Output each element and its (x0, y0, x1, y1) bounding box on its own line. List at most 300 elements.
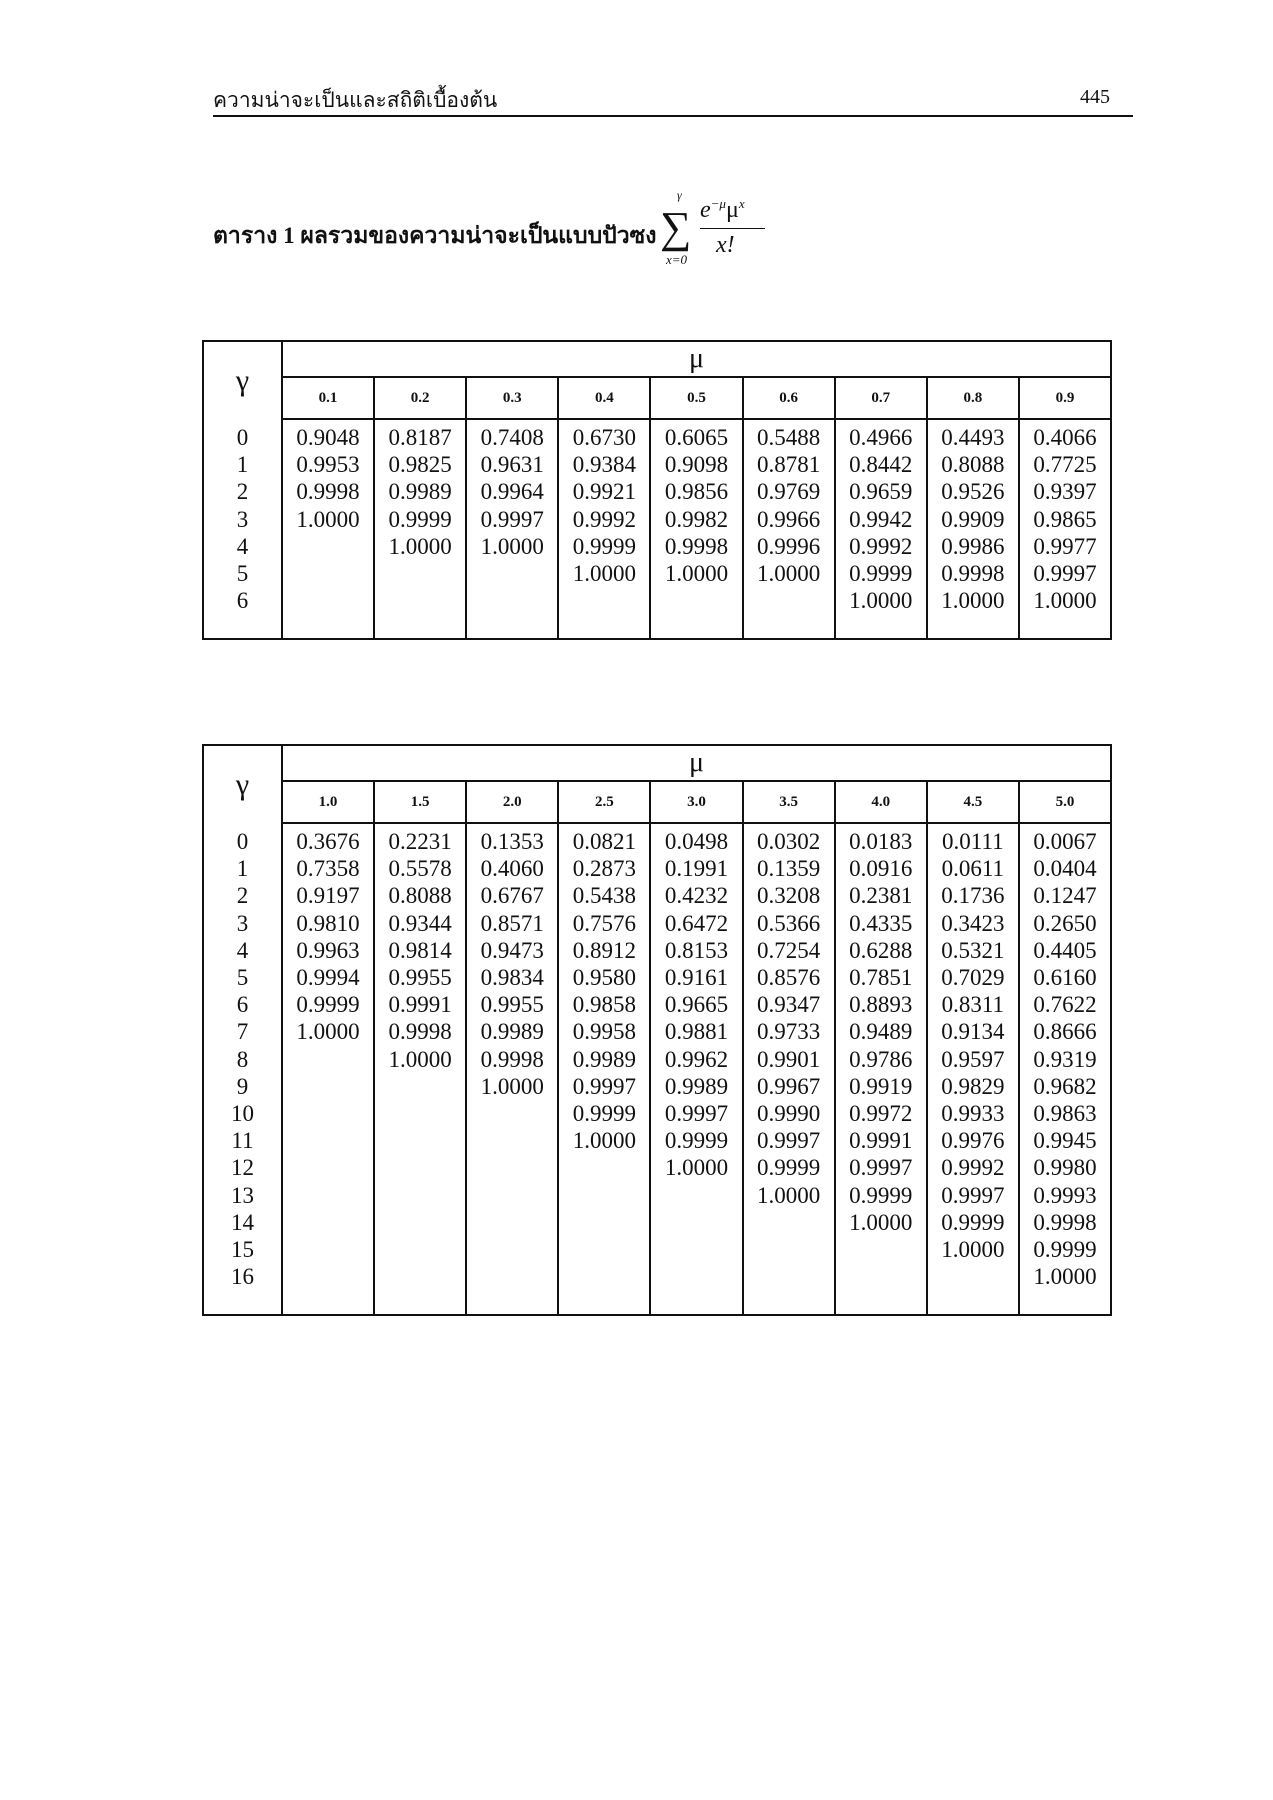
gamma-cell: 6 (203, 587, 282, 614)
table-row (203, 1046, 1111, 1073)
probability-cell: 0.9998 (282, 478, 374, 505)
table-row (203, 1236, 1111, 1263)
probability-cell: 0.7254 (743, 937, 835, 964)
gamma-cell: 15 (203, 1236, 282, 1263)
probability-cell: 0.5488 (743, 419, 835, 451)
probability-cell: 0.9580 (558, 964, 650, 991)
column-group-header-mu: μ (282, 745, 1111, 781)
gamma-cell: 9 (203, 1073, 282, 1100)
probability-cell: 1.0000 (466, 533, 558, 560)
probability-cell: 0.9962 (650, 1046, 742, 1073)
probability-cell: 1.0000 (743, 1182, 835, 1209)
probability-cell: 0.9989 (466, 1018, 558, 1045)
poisson-table-1 (202, 340, 1112, 640)
column-header-mu: 3.0 (650, 781, 742, 823)
probability-cell (374, 1100, 466, 1127)
probability-cell: 0.9997 (466, 506, 558, 533)
empty-cell (927, 614, 1019, 639)
probability-cell (558, 1182, 650, 1209)
probability-cell: 0.9134 (927, 1018, 1019, 1045)
probability-cell (650, 1263, 742, 1290)
column-header-mu: 0.2 (374, 377, 466, 419)
probability-cell (282, 533, 374, 560)
probability-cell: 0.1359 (743, 855, 835, 882)
probability-cell (650, 1236, 742, 1263)
probability-cell: 0.1353 (466, 823, 558, 855)
probability-cell: 1.0000 (927, 1236, 1019, 1263)
column-header-mu: 0.4 (558, 377, 650, 419)
probability-cell: 0.9999 (558, 1100, 650, 1127)
probability-cell: 0.7408 (466, 419, 558, 451)
formula-denominator: x! (716, 232, 735, 258)
probability-cell (466, 587, 558, 614)
probability-cell (282, 1236, 374, 1263)
probability-cell: 0.8666 (1019, 1018, 1111, 1045)
mu-exponent: x (738, 196, 745, 211)
probability-cell: 0.9997 (650, 1100, 742, 1127)
probability-cell: 0.6767 (466, 882, 558, 909)
probability-cell (743, 1236, 835, 1263)
probability-cell: 0.9881 (650, 1018, 742, 1045)
probability-cell: 0.0404 (1019, 855, 1111, 882)
gamma-cell: 4 (203, 937, 282, 964)
probability-cell (374, 1263, 466, 1290)
probability-cell: 0.9992 (927, 1154, 1019, 1181)
running-header-title: ความน่าจะเป็นและสถิติเบื้องต้น (213, 88, 498, 112)
probability-cell: 0.9998 (650, 533, 742, 560)
probability-cell: 0.1247 (1019, 882, 1111, 909)
probability-cell: 0.0916 (835, 855, 927, 882)
probability-cell: 0.9990 (743, 1100, 835, 1127)
probability-cell: 0.7029 (927, 964, 1019, 991)
empty-cell (650, 614, 742, 639)
probability-cell (466, 1263, 558, 1290)
probability-cell: 0.9955 (466, 991, 558, 1018)
probability-cell: 0.9942 (835, 506, 927, 533)
probability-cell: 0.9933 (927, 1100, 1019, 1127)
probability-cell (743, 587, 835, 614)
column-header-mu: 1.5 (374, 781, 466, 823)
table-row (203, 560, 1111, 587)
empty-cell (466, 614, 558, 639)
table-padding-row (203, 614, 1111, 639)
probability-cell (374, 587, 466, 614)
table-row (203, 1018, 1111, 1045)
gamma-cell: 2 (203, 478, 282, 505)
table-row (203, 1127, 1111, 1154)
probability-cell: 0.9989 (374, 478, 466, 505)
probability-cell: 0.9989 (558, 1046, 650, 1073)
table-row (203, 855, 1111, 882)
empty-cell (558, 1290, 650, 1315)
probability-cell: 1.0000 (558, 560, 650, 587)
table-row (203, 1182, 1111, 1209)
probability-cell: 0.4060 (466, 855, 558, 882)
probability-cell: 0.9977 (1019, 533, 1111, 560)
probability-cell: 0.0302 (743, 823, 835, 855)
probability-cell: 0.9863 (1019, 1100, 1111, 1127)
probability-cell: 0.9997 (835, 1154, 927, 1181)
probability-cell (466, 1154, 558, 1181)
e-exponent: −μ (710, 196, 726, 211)
row-header-gamma: γ (203, 745, 282, 823)
probability-cell: 0.9769 (743, 478, 835, 505)
probability-cell: 0.7358 (282, 855, 374, 882)
probability-cell: 0.9098 (650, 451, 742, 478)
column-header-mu: 4.5 (927, 781, 1019, 823)
gamma-cell: 8 (203, 1046, 282, 1073)
probability-cell: 1.0000 (466, 1073, 558, 1100)
probability-cell: 0.9992 (558, 506, 650, 533)
probability-cell: 0.9976 (927, 1127, 1019, 1154)
sum-upper-limit: γ (677, 188, 682, 202)
table-row (203, 882, 1111, 909)
probability-cell: 0.9810 (282, 910, 374, 937)
probability-cell (374, 560, 466, 587)
probability-cell: 0.8442 (835, 451, 927, 478)
probability-cell: 1.0000 (282, 506, 374, 533)
probability-cell: 0.9197 (282, 882, 374, 909)
probability-cell: 0.4335 (835, 910, 927, 937)
gamma-cell: 7 (203, 1018, 282, 1045)
probability-cell: 0.9993 (1019, 1182, 1111, 1209)
probability-cell: 0.9631 (466, 451, 558, 478)
probability-cell: 1.0000 (835, 1209, 927, 1236)
probability-cell (374, 1236, 466, 1263)
probability-cell: 0.9999 (927, 1209, 1019, 1236)
probability-cell: 0.9344 (374, 910, 466, 937)
probability-cell (466, 1209, 558, 1236)
empty-cell (1019, 1290, 1111, 1315)
probability-cell: 0.4232 (650, 882, 742, 909)
probability-cell: 0.8153 (650, 937, 742, 964)
table-row (203, 1073, 1111, 1100)
probability-cell: 0.9048 (282, 419, 374, 451)
probability-cell: 0.9856 (650, 478, 742, 505)
sigma-symbol: ∑ (660, 203, 692, 252)
probability-cell: 0.3423 (927, 910, 1019, 937)
probability-cell: 0.8571 (466, 910, 558, 937)
probability-cell: 0.9991 (374, 991, 466, 1018)
column-group-header-mu: μ (282, 341, 1111, 377)
probability-cell: 0.8311 (927, 991, 1019, 1018)
probability-cell: 0.7576 (558, 910, 650, 937)
probability-cell (558, 1209, 650, 1236)
gamma-cell: 5 (203, 560, 282, 587)
probability-cell: 0.9999 (374, 506, 466, 533)
probability-cell: 0.9999 (835, 1182, 927, 1209)
probability-cell (282, 1073, 374, 1100)
probability-cell: 0.8781 (743, 451, 835, 478)
table-row (203, 478, 1111, 505)
probability-cell: 0.9814 (374, 937, 466, 964)
poisson-table-2 (202, 744, 1112, 1316)
probability-cell (927, 1263, 1019, 1290)
gamma-cell: 0 (203, 419, 282, 451)
gamma-cell: 6 (203, 991, 282, 1018)
poisson-sum-formula (660, 190, 780, 270)
probability-cell: 0.9989 (650, 1073, 742, 1100)
mu-symbol: μ (725, 197, 739, 223)
table-row (203, 419, 1111, 451)
formula-numerator (700, 196, 745, 224)
probability-cell: 1.0000 (927, 587, 1019, 614)
probability-cell: 0.9996 (743, 533, 835, 560)
probability-cell: 0.9829 (927, 1073, 1019, 1100)
column-header-mu: 0.1 (282, 377, 374, 419)
gamma-cell: 12 (203, 1154, 282, 1181)
probability-cell: 0.9473 (466, 937, 558, 964)
gamma-cell: 16 (203, 1263, 282, 1290)
probability-cell: 0.8893 (835, 991, 927, 1018)
table-caption: ตาราง 1 ผลรวมของความน่าจะเป็นแบบปัวซง (213, 223, 657, 248)
header-row-mu (203, 341, 1111, 377)
probability-cell: 0.9858 (558, 991, 650, 1018)
probability-cell: 1.0000 (374, 1046, 466, 1073)
probability-cell: 1.0000 (650, 560, 742, 587)
empty-cell (466, 1290, 558, 1315)
header-row-mu-values (203, 781, 1111, 823)
probability-cell: 0.5321 (927, 937, 1019, 964)
column-header-mu: 2.0 (466, 781, 558, 823)
probability-cell: 0.9998 (466, 1046, 558, 1073)
probability-cell (650, 587, 742, 614)
probability-cell: 0.7622 (1019, 991, 1111, 1018)
probability-cell: 0.9994 (282, 964, 374, 991)
probability-cell (835, 1263, 927, 1290)
probability-cell: 0.9825 (374, 451, 466, 478)
column-header-mu: 0.7 (835, 377, 927, 419)
probability-cell (558, 1236, 650, 1263)
table-row (203, 587, 1111, 614)
gamma-cell: 14 (203, 1209, 282, 1236)
probability-cell: 0.8088 (374, 882, 466, 909)
probability-cell: 0.9682 (1019, 1073, 1111, 1100)
probability-cell: 0.9997 (927, 1182, 1019, 1209)
probability-cell: 0.9998 (927, 560, 1019, 587)
empty-cell (835, 614, 927, 639)
probability-cell: 0.9161 (650, 964, 742, 991)
probability-cell: 0.0498 (650, 823, 742, 855)
probability-cell: 0.9997 (558, 1073, 650, 1100)
probability-cell: 0.9909 (927, 506, 1019, 533)
probability-cell: 0.6472 (650, 910, 742, 937)
probability-cell (743, 1263, 835, 1290)
probability-cell (282, 560, 374, 587)
probability-cell: 0.9953 (282, 451, 374, 478)
probability-cell (374, 1209, 466, 1236)
probability-cell: 0.9991 (835, 1127, 927, 1154)
probability-cell: 0.7725 (1019, 451, 1111, 478)
column-header-mu: 0.6 (743, 377, 835, 419)
probability-cell: 0.8187 (374, 419, 466, 451)
empty-cell (927, 1290, 1019, 1315)
empty-cell (282, 614, 374, 639)
probability-cell: 0.9865 (1019, 506, 1111, 533)
probability-cell: 0.9972 (835, 1100, 927, 1127)
gamma-cell: 1 (203, 855, 282, 882)
table-padding-row (203, 1290, 1111, 1315)
probability-cell: 0.0067 (1019, 823, 1111, 855)
probability-cell: 0.7851 (835, 964, 927, 991)
probability-cell: 0.9786 (835, 1046, 927, 1073)
probability-cell: 0.4066 (1019, 419, 1111, 451)
table-row (203, 506, 1111, 533)
probability-cell (282, 1209, 374, 1236)
probability-cell: 0.9919 (835, 1073, 927, 1100)
probability-cell (650, 1182, 742, 1209)
probability-cell: 0.0111 (927, 823, 1019, 855)
empty-cell (282, 1290, 374, 1315)
empty-cell (743, 1290, 835, 1315)
probability-cell: 0.9901 (743, 1046, 835, 1073)
column-header-mu: 3.5 (743, 781, 835, 823)
probability-cell: 0.9955 (374, 964, 466, 991)
probability-cell: 0.6288 (835, 937, 927, 964)
probability-cell: 0.9986 (927, 533, 1019, 560)
gamma-cell: 4 (203, 533, 282, 560)
probability-cell (466, 560, 558, 587)
probability-cell (374, 1073, 466, 1100)
column-header-mu: 5.0 (1019, 781, 1111, 823)
probability-cell: 0.9999 (282, 991, 374, 1018)
probability-cell: 0.9967 (743, 1073, 835, 1100)
probability-cell: 1.0000 (743, 560, 835, 587)
probability-cell (374, 1154, 466, 1181)
probability-cell: 0.9397 (1019, 478, 1111, 505)
probability-cell: 0.9966 (743, 506, 835, 533)
probability-cell: 1.0000 (835, 587, 927, 614)
probability-cell: 0.9998 (1019, 1209, 1111, 1236)
probability-cell (650, 1209, 742, 1236)
probability-cell: 0.9992 (835, 533, 927, 560)
probability-cell: 0.9964 (466, 478, 558, 505)
probability-cell: 0.9665 (650, 991, 742, 1018)
probability-cell (282, 587, 374, 614)
probability-cell: 0.9347 (743, 991, 835, 1018)
column-header-mu: 0.9 (1019, 377, 1111, 419)
probability-cell: 0.9999 (650, 1127, 742, 1154)
table-row (203, 451, 1111, 478)
probability-cell: 0.9999 (743, 1154, 835, 1181)
gamma-cell: 2 (203, 882, 282, 909)
fraction-bar (700, 228, 765, 229)
gamma-cell: 3 (203, 506, 282, 533)
probability-cell (282, 1127, 374, 1154)
probability-cell: 0.9963 (282, 937, 374, 964)
probability-cell: 0.9659 (835, 478, 927, 505)
column-header-mu: 2.5 (558, 781, 650, 823)
probability-cell: 0.4405 (1019, 937, 1111, 964)
probability-cell: 0.6730 (558, 419, 650, 451)
probability-cell (466, 1127, 558, 1154)
empty-cell (743, 614, 835, 639)
probability-cell: 0.9384 (558, 451, 650, 478)
probability-cell: 0.9489 (835, 1018, 927, 1045)
probability-cell: 0.9921 (558, 478, 650, 505)
probability-cell: 0.9597 (927, 1046, 1019, 1073)
probability-cell (282, 1154, 374, 1181)
probability-cell: 0.9945 (1019, 1127, 1111, 1154)
probability-cell: 0.9999 (1019, 1236, 1111, 1263)
sum-lower-limit: x=0 (666, 252, 688, 267)
probability-cell: 0.0821 (558, 823, 650, 855)
table-row (203, 937, 1111, 964)
probability-cell: 1.0000 (1019, 1263, 1111, 1290)
empty-cell (1019, 614, 1111, 639)
probability-cell: 0.2381 (835, 882, 927, 909)
header-rule (213, 115, 1133, 117)
probability-cell: 0.6160 (1019, 964, 1111, 991)
probability-cell (835, 1236, 927, 1263)
probability-cell: 0.1736 (927, 882, 1019, 909)
probability-cell: 0.9997 (1019, 560, 1111, 587)
empty-cell (374, 1290, 466, 1315)
empty-cell (203, 1290, 282, 1315)
probability-cell: 0.0611 (927, 855, 1019, 882)
table-row (203, 964, 1111, 991)
probability-cell: 0.9319 (1019, 1046, 1111, 1073)
probability-cell: 0.5578 (374, 855, 466, 882)
probability-cell: 1.0000 (650, 1154, 742, 1181)
probability-cell: 0.9982 (650, 506, 742, 533)
probability-cell (558, 1154, 650, 1181)
probability-cell: 0.9999 (835, 560, 927, 587)
row-header-gamma: γ (203, 341, 282, 419)
column-header-mu: 0.3 (466, 377, 558, 419)
empty-cell (558, 614, 650, 639)
probability-cell: 0.9999 (558, 533, 650, 560)
table-row (203, 991, 1111, 1018)
gamma-cell: 1 (203, 451, 282, 478)
probability-cell (466, 1236, 558, 1263)
table-row (203, 533, 1111, 560)
probability-cell: 0.6065 (650, 419, 742, 451)
probability-cell: 0.9733 (743, 1018, 835, 1045)
probability-cell: 0.9958 (558, 1018, 650, 1045)
probability-cell (558, 587, 650, 614)
empty-cell (374, 614, 466, 639)
gamma-cell: 0 (203, 823, 282, 855)
probability-cell: 0.8576 (743, 964, 835, 991)
column-header-mu: 4.0 (835, 781, 927, 823)
probability-cell (282, 1263, 374, 1290)
gamma-cell: 5 (203, 964, 282, 991)
probability-cell: 0.5438 (558, 882, 650, 909)
probability-cell: 0.8088 (927, 451, 1019, 478)
column-header-mu: 1.0 (282, 781, 374, 823)
gamma-cell: 10 (203, 1100, 282, 1127)
probability-cell (466, 1100, 558, 1127)
probability-cell: 0.8912 (558, 937, 650, 964)
probability-cell: 0.3208 (743, 882, 835, 909)
probability-cell: 0.2650 (1019, 910, 1111, 937)
empty-cell (835, 1290, 927, 1315)
probability-cell: 0.4966 (835, 419, 927, 451)
probability-cell: 0.9834 (466, 964, 558, 991)
probability-cell: 1.0000 (374, 533, 466, 560)
gamma-cell: 3 (203, 910, 282, 937)
table-row (203, 910, 1111, 937)
probability-cell: 0.0183 (835, 823, 927, 855)
probability-cell (282, 1046, 374, 1073)
probability-cell: 0.9998 (374, 1018, 466, 1045)
probability-cell: 1.0000 (558, 1127, 650, 1154)
header-row-mu (203, 745, 1111, 781)
probability-cell: 0.2231 (374, 823, 466, 855)
column-header-mu: 0.5 (650, 377, 742, 419)
empty-cell (650, 1290, 742, 1315)
